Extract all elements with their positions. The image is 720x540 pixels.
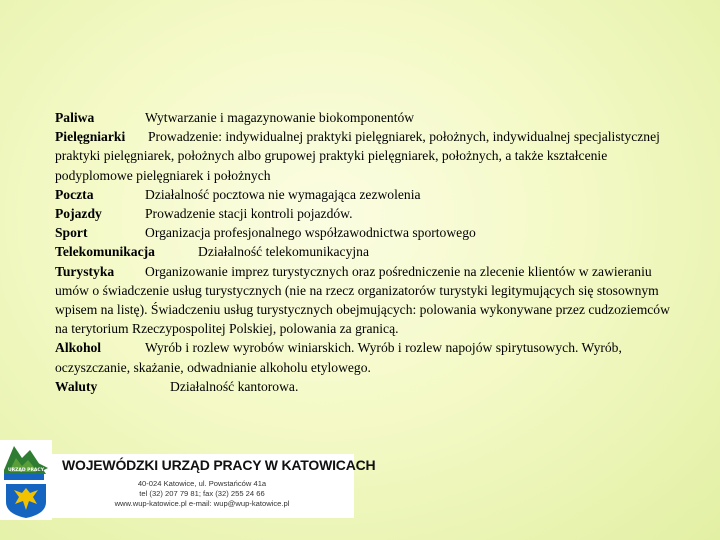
banner-box (52, 454, 376, 518)
entry-pojazdy (55, 204, 670, 223)
entry-term: Turystyka (55, 263, 115, 279)
entry-poczta (55, 185, 670, 204)
entry-term: Alkohol (55, 340, 102, 356)
entry-desc: Wyrób i rozlew wyrobów winiarskich. Wyrób i rozlew napojów spirytusowych. Wyrób, oczyszczanie, skażanie, odwadnianie alkoholu etylowego. (55, 340, 622, 375)
entry-term: Telekomunikacja (55, 244, 155, 260)
wup-logo-icon (0, 440, 52, 520)
entry-term: Poczta (55, 186, 94, 202)
entry-pielegniarki (55, 127, 670, 185)
entry-term: Waluty (55, 378, 98, 394)
entry-desc: Prowadzenie: indywidualnej praktyki pielęgniarek, położnych, indywidualnej specjalistycznej praktyki pielęgniarek, położnych albo grupowej praktyki pielęgniarek, położnych, a także kształcenie podyplomowe pielęgniarek i położnych (55, 129, 660, 183)
content-list (55, 108, 670, 396)
entry-desc: Organizowanie imprez turystycznych oraz pośredniczenie na zlecenie klientów w zawieraniu umów o świadczenie usług turystycznych (nie na rzecz organizatorów turystyki legitymujących się stosownym wpisem na listę). Świadczeniu usług turystycznych obejmujących: polowania wykonywane przez cudzoziemców na terytorium Rzeczypospolitej Polskiej, polowania za granicą. (55, 263, 670, 337)
entry-alkohol (55, 338, 670, 376)
entry-term: Paliwa (55, 110, 95, 125)
banner-phone: tel (32) 207 79 81; fax (32) 255 24 66 (139, 489, 265, 498)
entry-desc: Organizacja profesjonalnego współzawodnictwa sportowego (145, 225, 476, 241)
banner-address: 40-024 Katowice, ul. Powstańców 41a (137, 479, 267, 488)
entry-desc: Działalność pocztowa nie wymagająca zezwolenia (145, 186, 421, 202)
entry-desc: Działalność telekomunikacyjna (198, 244, 369, 260)
wup-logo (0, 440, 52, 520)
footer-banner (0, 440, 376, 520)
entry-desc: Prowadzenie stacji kontroli pojazdów. (145, 206, 353, 222)
banner-web: www.wup-katowice.pl e-mail: wup@wup-katowice.pl (114, 499, 290, 508)
entry-telekomunikacja (55, 242, 670, 261)
entry-term: Pielęgniarki (55, 129, 126, 145)
entry-desc: Wytwarzanie i magazynowanie biokomponentów (145, 110, 415, 125)
entry-sport (55, 223, 670, 242)
entry-waluty (55, 377, 670, 396)
entry-paliwa (55, 108, 670, 127)
banner-title: WOJEWÓDZKI URZĄD PRACY W KATOWICACH (62, 457, 376, 473)
logo-text: URZĄD PRACY (8, 468, 44, 473)
entry-turystyka (55, 262, 670, 339)
entry-desc: Działalność kantorowa. (170, 378, 299, 394)
entry-term: Sport (55, 225, 88, 241)
entry-term: Pojazdy (55, 206, 102, 222)
